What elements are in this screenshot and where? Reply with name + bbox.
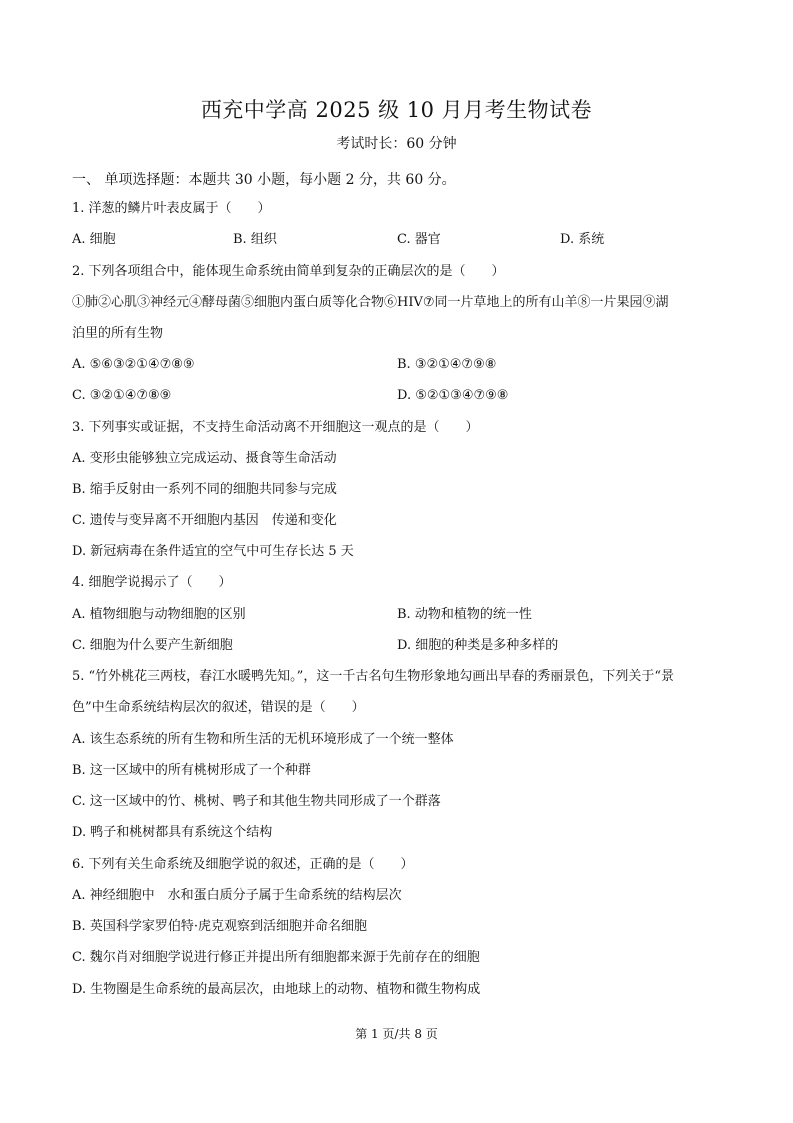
question-4-stem: 4. 细胞学说揭示了（ ）: [72, 575, 232, 590]
question-6-option-b: B. 英国科学家罗伯特·虎克观察到活细胞并命名细胞: [72, 919, 367, 934]
question-5-option-b: B. 这一区域中的所有桃树形成了一个种群: [72, 763, 311, 778]
question-3-option-b: B. 缩手反射由一系列不同的细胞共同参与完成: [72, 482, 337, 497]
exam-duration: 考试时长：60 分钟: [336, 136, 457, 152]
question-4-option-b: B. 动物和植物的统一性: [397, 607, 532, 622]
question-2-option-a: A. ⑤⑥③②①④⑦⑧⑨: [72, 357, 195, 372]
question-2-stem: 2. 下列各项组合中，能体现生命系统由简单到复杂的正确层次的是（ ）: [72, 264, 505, 279]
question-6-option-c: C. 魏尔肖对细胞学说进行修正并提出所有细胞都来源于先前存在的细胞: [72, 950, 480, 965]
question-4-option-a: A. 植物细胞与动物细胞的区别: [72, 607, 246, 622]
question-5-option-c: C. 这一区域中的竹、桃树、鸭子和其他生物共同形成了一个群落: [72, 794, 441, 809]
question-5-stem-line-2: 色”中生命系统结构层次的叙述，错误的是（ ）: [72, 700, 365, 715]
question-4-option-d: D. 细胞的种类是多种多样的: [397, 638, 559, 653]
question-2-stem-line-3: 泊里的所有生物: [72, 326, 164, 341]
page-number: 第 1 页/共 8 页: [355, 1027, 438, 1041]
question-2-option-c: C. ③②①④⑦⑧⑨: [72, 388, 172, 403]
question-6-option-a: A. 神经细胞中 水和蛋白质分子属于生命系统的结构层次: [72, 888, 402, 903]
question-2-stem-line-2: ①肺②心肌③神经元④酵母菌⑤细胞内蛋白质等化合物⑥HIV⑦同一片草地上的所有山羊⑧一片果园⑨湖: [72, 295, 669, 310]
question-1-option-a: A. 细胞: [72, 232, 116, 247]
question-6-stem: 6. 下列有关生命系统及细胞学说的叙述，正确的是（ ）: [72, 857, 414, 872]
question-5-option-d: D. 鸭子和桃树都具有系统这个结构: [72, 825, 273, 840]
question-3-option-a: A. 变形虫能够独立完成运动、摄食等生命活动: [72, 451, 337, 466]
question-5-option-a: A. 该生态系统的所有生物和所生活的无机环境形成了一个统一整体: [72, 732, 454, 747]
question-4-option-c: C. 细胞为什么要产生新细胞: [72, 638, 233, 653]
question-1-option-c: C. 器官: [397, 232, 441, 247]
question-5-stem: 5. “竹外桃花三两枝，春江水暖鸭先知。”，这一千古名句生物形象地勾画出早春的秀丽景色，下列关于“景: [72, 669, 674, 684]
question-1-stem: 1. 洋葱的鳞片叶表皮属于（ ）: [72, 201, 271, 216]
question-2-option-b: B. ③②①④⑦⑨⑧: [397, 357, 497, 372]
question-3-option-c: C. 遗传与变异离不开细胞内基因 传递和变化: [72, 513, 337, 528]
question-1-option-d: D. 系统: [560, 232, 605, 247]
question-1-option-b: B. 组织: [233, 232, 277, 247]
section-heading: 一、 单项选择题：本题共 30 小题，每小题 2 分，共 60 分。: [72, 172, 456, 188]
exam-title: 西充中学高 2025 级 10 月月考生物试卷: [200, 98, 593, 122]
question-3-stem: 3. 下列事实或证据，不支持生命活动离不开细胞这一观点的是（ ）: [72, 420, 479, 435]
question-6-option-d: D. 生物圈是生命系统的最高层次，由地球上的动物、植物和微生物构成: [72, 982, 481, 997]
question-3-option-d: D. 新冠病毒在条件适宜的空气中可生存长达 5 天: [72, 544, 354, 559]
question-2-option-d: D. ⑤②①③④⑦⑨⑧: [397, 388, 509, 403]
